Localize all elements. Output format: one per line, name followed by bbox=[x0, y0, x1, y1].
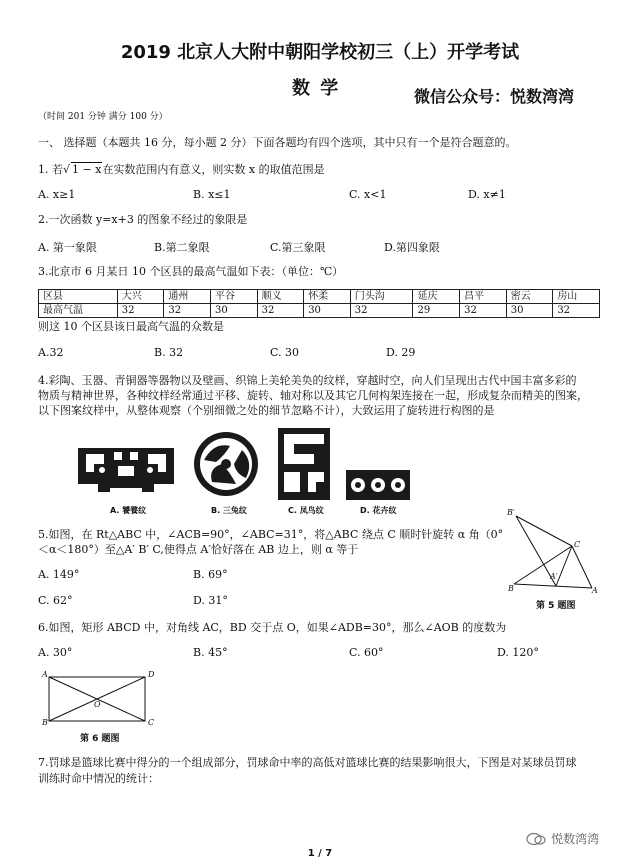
q1-option-b: B. x≤1 bbox=[193, 188, 231, 201]
table-cell: 29 bbox=[413, 304, 460, 318]
q6-figure-caption: 第 6 题图 bbox=[80, 734, 120, 744]
caption-c: C. 凤鸟纹 bbox=[288, 506, 324, 515]
q5-option-a: A. 149° bbox=[38, 568, 80, 581]
table-cell: 密云 bbox=[506, 290, 553, 304]
q6-option-d: D. 120° bbox=[497, 646, 539, 659]
q1-suffix: 在实数范围内有意义，则实数 x 的取值范围是 bbox=[102, 163, 325, 176]
caption-d: D. 花卉纹 bbox=[360, 506, 397, 515]
three-rabbits-pattern-image bbox=[190, 430, 262, 498]
q2-option-d: D.第四象限 bbox=[384, 241, 440, 254]
q5-option-c: C. 62° bbox=[38, 594, 73, 607]
table-cell: 区县 bbox=[39, 290, 118, 304]
q5-point-a: A bbox=[592, 586, 598, 595]
q4-line-2: 物质与精神世界，各种纹样经常通过平移、旋转、轴对称以及其它几何构架连接在一起，形成复杂而精美的图案， bbox=[38, 389, 588, 402]
q5-point-bprime: B′ bbox=[507, 508, 515, 517]
table-row bbox=[39, 290, 600, 304]
q1-prefix: 1. 若 bbox=[38, 163, 63, 176]
table-cell: 怀柔 bbox=[304, 290, 351, 304]
q6-option-b: B. 45° bbox=[193, 646, 228, 659]
q6-rectangle-figure bbox=[44, 672, 154, 726]
q3-option-c: C. 30 bbox=[270, 346, 300, 359]
q5-option-b: B. 69° bbox=[193, 568, 228, 581]
q3-question: 则这 10 个区县该日最高气温的众数是 bbox=[38, 320, 224, 333]
q1-option-a: A. x≥1 bbox=[38, 188, 76, 201]
q5-point-aprime: A′ bbox=[550, 572, 558, 581]
q2-option-b: B.第二象限 bbox=[154, 241, 210, 254]
table-cell: 32 bbox=[164, 304, 211, 318]
q2-option-c: C.第三象限 bbox=[270, 241, 326, 254]
q1-option-d: D. x≠1 bbox=[468, 188, 506, 201]
q5-option-d: D. 31° bbox=[193, 594, 228, 607]
q6-point-a: A bbox=[42, 670, 48, 679]
q3-option-b: B. 32 bbox=[154, 346, 184, 359]
table-cell: 门头沟 bbox=[350, 290, 413, 304]
q4-line-3: 以下图案纹样中，从整体观察（个别细微之处的细节忽略不计），大致运用了旋转进行构图的是 bbox=[38, 404, 495, 417]
question-2: 2.一次函数 y=x+3 的图象不经过的象限是 bbox=[38, 213, 248, 226]
wechat-account: 微信公众号：悦数湾湾 bbox=[414, 87, 575, 106]
table-cell: 通州 bbox=[164, 290, 211, 304]
q1-option-c: C. x<1 bbox=[349, 188, 387, 201]
table-cell: 最高气温 bbox=[39, 304, 118, 318]
section-heading: 一、 选择题（本题共 16 分，每小题 2 分）下面各题均有四个选项，其中只有一个是符合题意的。 bbox=[38, 136, 517, 149]
wechat-bubble-icon bbox=[526, 832, 546, 846]
question-3: 3.北京市 6 月某日 10 个区县的最高气温如下表：（单位：℃） bbox=[38, 265, 344, 278]
taotie-pattern-image bbox=[78, 440, 174, 498]
caption-a: A. 饕餮纹 bbox=[110, 506, 147, 515]
table-cell: 32 bbox=[460, 304, 507, 318]
flower-pattern-image bbox=[346, 470, 410, 500]
table-cell: 30 bbox=[506, 304, 553, 318]
table-cell: 32 bbox=[350, 304, 413, 318]
table-cell: 平谷 bbox=[210, 290, 257, 304]
caption-b: B. 三兔纹 bbox=[211, 506, 247, 515]
q7-line-1: 7.罚球是篮球比赛中得分的一个组成部分，罚球命中率的高低对篮球比赛的结果影响很大，下图是对某球员罚球 bbox=[38, 756, 577, 769]
table-cell: 30 bbox=[304, 304, 351, 318]
table-cell: 顺义 bbox=[257, 290, 304, 304]
page-title: 2019 北京人大附中朝阳学校初三（上）开学考试 bbox=[120, 42, 520, 63]
q5-line-1: 5.如图，在 Rt△ABC 中，∠ACB=90°，∠ABC=31°，将△ABC 绕点 C 顺时针旋转 α 角（0° bbox=[38, 528, 504, 541]
table-row bbox=[39, 304, 600, 318]
q5-figure-caption: 第 5 题图 bbox=[536, 601, 576, 611]
q2-option-a: A. 第一象限 bbox=[38, 241, 97, 254]
table-cell: 延庆 bbox=[413, 290, 460, 304]
table-cell: 昌平 bbox=[460, 290, 507, 304]
table-cell: 32 bbox=[257, 304, 304, 318]
temperature-table bbox=[38, 289, 600, 318]
q3-option-a: A.32 bbox=[38, 346, 64, 359]
q6-option-c: C. 60° bbox=[349, 646, 384, 659]
q6-option-a: A. 30° bbox=[38, 646, 73, 659]
table-cell: 32 bbox=[117, 304, 164, 318]
watermark bbox=[526, 828, 599, 847]
exam-meta: （时间 201 分钟 满分 100 分） bbox=[38, 112, 168, 122]
q5-line-2: ＜α＜180°）至△A′ B′ C,使得点 A′恰好落在 AB 边上，则 α 等于 bbox=[38, 543, 359, 556]
page-number: 1 / 7 bbox=[307, 848, 333, 859]
phoenix-pattern-image bbox=[278, 428, 330, 500]
table-cell: 大兴 bbox=[117, 290, 164, 304]
table-cell: 30 bbox=[210, 304, 257, 318]
q6-point-c: C bbox=[148, 718, 155, 727]
question-1 bbox=[38, 162, 325, 177]
watermark-text: 悦数湾湾 bbox=[551, 832, 600, 846]
sqrt-symbol: √ bbox=[63, 163, 71, 176]
q3-option-d: D. 29 bbox=[386, 346, 416, 359]
q7-line-2: 训练时命中情况的统计： bbox=[38, 772, 159, 785]
q5-rotation-figure bbox=[500, 506, 610, 596]
question-6: 6.如图，矩形 ABCD 中，对角线 AC，BD 交于点 O，如果∠ADB=30°，那么∠AOB 的度数为 bbox=[38, 621, 507, 634]
table-cell: 32 bbox=[553, 304, 600, 318]
q6-point-o: O bbox=[94, 700, 101, 709]
q4-line-1: 4.彩陶、玉器、青铜器等器物以及壁画、织锦上美轮美奂的纹样，穿越时空，向人们呈现出古代中国丰富多彩的 bbox=[38, 374, 577, 387]
q5-point-c: C bbox=[574, 540, 581, 549]
q6-point-d: D bbox=[148, 670, 155, 679]
q6-point-b: B bbox=[42, 718, 48, 727]
q1-radicand: 1 − x bbox=[72, 163, 102, 176]
q5-point-b: B bbox=[508, 584, 514, 593]
subject-title: 数 学 bbox=[292, 78, 341, 99]
table-cell: 房山 bbox=[553, 290, 600, 304]
